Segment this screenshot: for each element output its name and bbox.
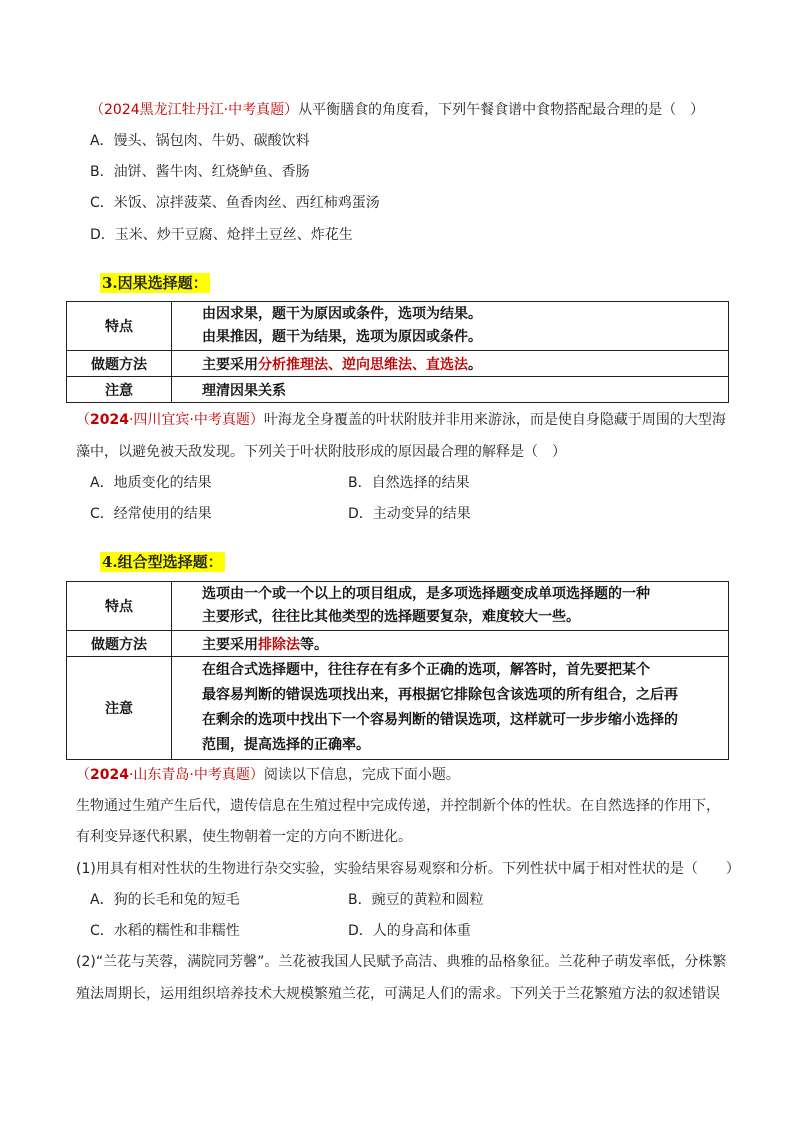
sec4-row-features xyxy=(67,582,729,631)
sec4-features-line-1: 选项由一个或一个以上的项目组成，是多项选择题变成单项选择题的一种 xyxy=(202,586,650,602)
sec4-note-line-1: 在组合式选择题中，往往存在有多个正确的选项，解答时，首先要把某个 xyxy=(202,662,650,678)
sec3-row-note xyxy=(67,377,729,403)
q2-source-year: 2024 xyxy=(90,412,129,428)
q1-stem-line: （2024黑龙江牡丹江·中考真题）从平衡膳食的角度看，下列午餐食谱中食物搭配最合理的是（ ） xyxy=(90,102,705,118)
q2-stem-line-1: （2024·四川宜宾·中考真题）叶海龙全身覆盖的叶状附肢并非用来游泳，而是使自身隐藏于周围的大型海 xyxy=(76,412,726,428)
sec3-label-features: 特点 xyxy=(67,302,172,351)
sec4-label-features: 特点 xyxy=(67,582,172,631)
q1-option-d: D．玉米、炒干豆腐、炝拌土豆丝、炸花生 xyxy=(90,227,353,243)
sec4-note-line-3: 在剩余的选项中找出下一个容易判断的错误选项，这样就可一步步缩小选择的 xyxy=(202,712,678,728)
sec4-note-content xyxy=(172,657,729,760)
q3-stem: 阅读以下信息，完成下面小题。 xyxy=(263,767,460,783)
q3-sub1-option-d: D．人的身高和体重 xyxy=(348,923,471,939)
sec4-features-content xyxy=(172,582,729,631)
q3-source-year: 2024 xyxy=(90,767,129,783)
sec3-features-content xyxy=(172,302,729,351)
sec4-label-note: 注意 xyxy=(67,657,172,760)
q3-stem-line: （2024·山东青岛·中考真题）阅读以下信息，完成下面小题。 xyxy=(76,767,460,783)
section-3-heading: 3.因果选择题： xyxy=(102,274,208,292)
sec3-method-content: 主要采用分析推理法、逆向思维法、直选法。 xyxy=(172,351,729,377)
sec3-method-highlight: 分析推理法、逆向思维法、直选法 xyxy=(258,356,468,373)
sec4-method-content: 主要采用排除法等。 xyxy=(172,631,729,657)
sec4-note-line-2: 最容易判断的错误选项找出来，再根据它排除包含该选项的所有组合，之后再 xyxy=(202,687,678,703)
sec3-note-content: 理清因果关系 xyxy=(172,377,729,403)
section-4-heading: 4.组合型选择题： xyxy=(102,553,223,571)
q3-sub2-line-1: (2)“兰花与芙蓉，满院同芳馨”。兰花被我国人民赋予高洁、典雅的品格象征。兰花种子萌发率低，分株繁 xyxy=(76,954,727,970)
sec3-row-features xyxy=(67,302,729,351)
q2-option-b: B．自然选择的结果 xyxy=(348,475,470,491)
q3-source-rest: ·山东青岛·中考真题 xyxy=(128,767,250,783)
sec3-row-method xyxy=(67,351,729,377)
q1-option-a: A．馒头、锅包肉、牛奶、碳酸饮料 xyxy=(90,133,310,149)
q2-option-c: C．经常使用的结果 xyxy=(90,506,212,522)
sec4-row-note xyxy=(67,657,729,760)
sec4-row-method xyxy=(67,631,729,657)
q3-sub1-option-c: C．水稻的糯性和非糯性 xyxy=(90,923,240,939)
sec3-label-method: 做题方法 xyxy=(67,351,172,377)
section-4-table xyxy=(66,581,729,760)
sec4-method-highlight: 排除法 xyxy=(258,636,300,653)
sec4-features-line-2: 主要形式，往往比其他类型的选择题要复杂，难度较大一些。 xyxy=(202,609,580,625)
q1-stem: 从平衡膳食的角度看，下列午餐食谱中食物搭配最合理的是（ ） xyxy=(298,102,705,118)
q3-sub1-option-a: A．狗的长毛和兔的短毛 xyxy=(90,892,240,908)
q2-option-d: D．主动变异的结果 xyxy=(348,506,471,522)
q2-stem-1: 叶海龙全身覆盖的叶状附肢并非用来游泳，而是使自身隐藏于周围的大型海 xyxy=(263,412,726,428)
section-3-table xyxy=(66,301,729,403)
q1-option-b: B．油饼、酱牛肉、红烧鲈鱼、香肠 xyxy=(90,164,310,180)
q3-sub1-option-b: B．豌豆的黄粒和圆粒 xyxy=(348,892,484,908)
sec3-label-note: 注意 xyxy=(67,377,172,403)
sec4-note-line-4: 范围，提高选择的正确率。 xyxy=(202,737,370,753)
q3-sub2-line-2: 殖法周期长，运用组织培养技术大规模繁殖兰花，可满足人们的需求。下列关于兰花繁殖方法的叙述错误 xyxy=(76,986,720,1002)
q1-option-c: C．米饭、凉拌菠菜、鱼香肉丝、西红柿鸡蛋汤 xyxy=(90,195,380,211)
sec3-features-line-1: 由因求果，题干为原因或条件，选项为结果。 xyxy=(202,306,482,322)
sec4-label-method: 做题方法 xyxy=(67,631,172,657)
q2-stem-line-2: 藻中，以避免被天敌发现。下列关于叶状附肢形成的原因最合理的解释是（ ） xyxy=(76,444,566,460)
q2-source-rest: ·四川宜宾·中考真题 xyxy=(128,412,250,428)
q2-option-a: A．地质变化的结果 xyxy=(90,475,212,491)
sec3-features-line-2: 由果推因，题干为结果，选项为原因或条件。 xyxy=(202,329,482,345)
q3-passage-line-2: 有利变异逐代积累，使生物朝着一定的方向不断进化。 xyxy=(76,829,412,845)
q3-sub1-stem: (1)用具有相对性状的生物进行杂交实验，实验结果容易观察和分析。下列性状中属于相对性状的是（ ） xyxy=(76,861,740,877)
q1-source: 2024黑龙江牡丹江·中考真题 xyxy=(104,102,285,118)
q3-passage-line-1: 生物通过生殖产生后代，遗传信息在生殖过程中完成传递，并控制新个体的性状。在自然选择的作用下， xyxy=(76,798,720,814)
